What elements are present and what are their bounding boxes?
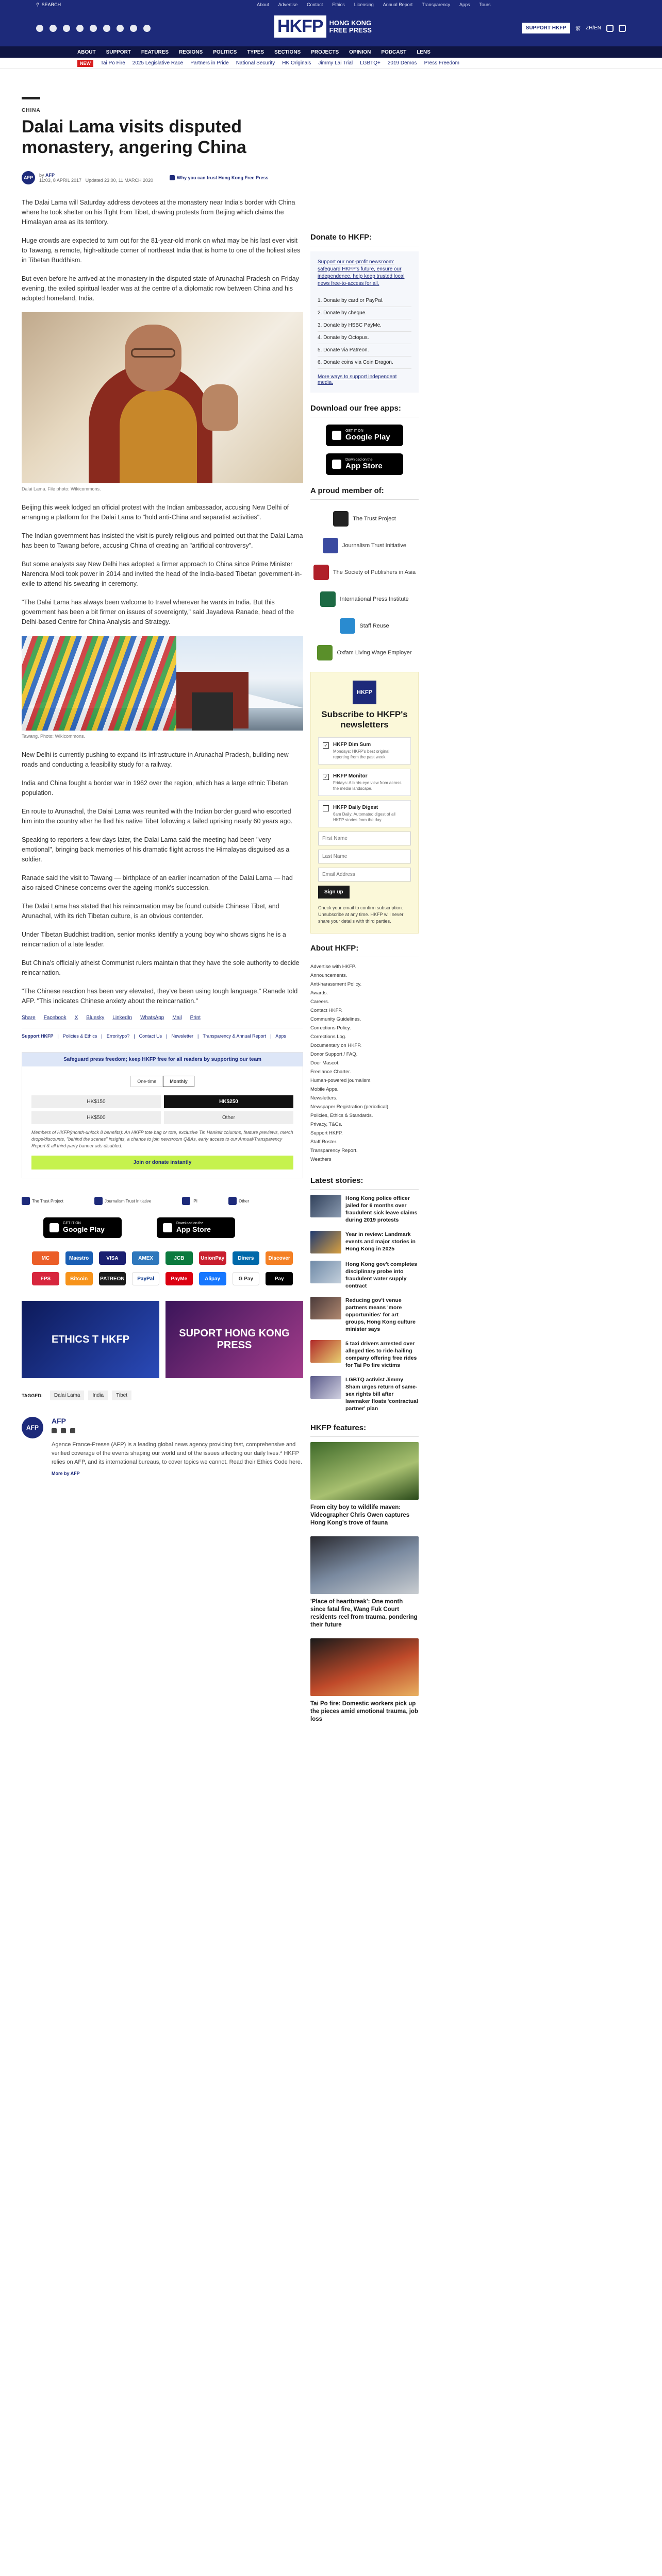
search-icon: ⚲ — [36, 2, 40, 7]
signup-button[interactable]: Sign up — [318, 886, 350, 899]
article-body — [22, 198, 303, 1006]
payment-logo[interactable]: Maestro — [65, 1251, 93, 1265]
about-heading: About HKFP: — [310, 944, 419, 957]
newsletter-option[interactable] — [318, 800, 411, 827]
utility-link[interactable]: Apps — [459, 2, 470, 7]
member-logo[interactable] — [310, 591, 419, 607]
latest-story[interactable] — [310, 1376, 419, 1412]
option-name: HKFP Monitor — [333, 773, 368, 779]
feature-image — [310, 1536, 419, 1594]
about-link[interactable]: Human-powered journalism. — [310, 1078, 372, 1083]
feature-story[interactable] — [310, 1638, 419, 1723]
user-icon[interactable] — [619, 25, 626, 32]
share-mail[interactable]: Mail — [172, 1015, 182, 1021]
kicker-line — [22, 97, 40, 99]
paragraph: But even before he arrived at the monastery in the disputed state of Arunachal Pradesh on Friday evening, the exiled spiritual leader was at the centre of a diplomatic row between China and his adopted homeland, India. — [22, 275, 299, 302]
checkbox-checked-icon[interactable]: ✓ — [323, 774, 329, 780]
jti-icon — [323, 538, 338, 553]
story-title: Year in review: Landmark events and major stories in Hong Kong in 2025 — [345, 1231, 416, 1252]
share-facebook[interactable]: Facebook — [43, 1015, 67, 1021]
option-desc: 6am Daily: Automated digest of all HKFP stories from the day. — [333, 812, 395, 822]
logo-line-1: HONG KONG — [329, 19, 372, 27]
donate-way[interactable]: 5. Donate via Patreon. — [318, 344, 411, 357]
nav-item-opinion[interactable]: OPINION — [349, 49, 371, 55]
badge-icon — [22, 1197, 30, 1205]
utility-link[interactable]: Advertise — [278, 2, 298, 7]
about-link[interactable]: Careers. — [310, 999, 329, 1005]
sidebar — [310, 233, 419, 1733]
monthly-tab[interactable]: Monthly — [163, 1076, 194, 1087]
apple-icon — [163, 1223, 172, 1232]
checkbox-checked-icon[interactable]: ✓ — [323, 742, 329, 749]
main-nav — [0, 46, 662, 58]
payment-logo[interactable]: UnionPay — [199, 1251, 226, 1265]
tag[interactable]: Dalai Lama — [50, 1391, 85, 1400]
latest-heading: Latest stories: — [310, 1176, 419, 1190]
google-play-icon — [49, 1223, 59, 1232]
article-title: Dalai Lama visits disputed monastery, angering China — [22, 117, 246, 157]
tags-label: TAGGED: — [22, 1393, 43, 1398]
photo-shape — [120, 389, 197, 483]
store-small: Download on the — [345, 457, 373, 462]
about-link[interactable]: Documentary on HKFP. — [310, 1043, 362, 1048]
author-box — [22, 1417, 303, 1476]
trending-link[interactable]: Tai Po Fire — [101, 60, 125, 66]
member-logo[interactable] — [310, 565, 419, 580]
cart-icon[interactable] — [606, 25, 614, 32]
trust-badge[interactable] — [94, 1197, 151, 1205]
bluesky-icon[interactable] — [103, 25, 110, 32]
about-link[interactable]: Awards. — [310, 990, 328, 996]
x-icon[interactable] — [49, 25, 57, 32]
amount-option[interactable]: Other — [164, 1111, 293, 1124]
donate-ways — [310, 251, 419, 393]
photo-shape — [202, 384, 238, 431]
store-small: GET IT ON — [63, 1221, 81, 1225]
paragraph: Beijing this week lodged an official protest with the Indian ambassador, accusing New Delhi of arranging a platform for the Dalai Lama to "hold anti-China and separatist activities". — [22, 504, 289, 521]
author-social — [52, 1428, 303, 1433]
author-box-name[interactable]: AFP — [52, 1417, 66, 1425]
trending-link[interactable]: HK Originals — [282, 60, 311, 66]
member-label: Staff Reuse — [359, 623, 389, 629]
about-link[interactable]: Transparency Report. — [310, 1148, 358, 1154]
action-link[interactable]: Contact Us — [139, 1033, 162, 1039]
rss-icon[interactable] — [143, 25, 151, 32]
payment-methods — [22, 1251, 303, 1285]
paragraph: The Dalai Lama will Saturday address devotees at the monastery near India's border with China where he took shelter on his flight from Tibet, drawing protests from Beijing which claims the Himalayan area as its territory. — [22, 199, 295, 226]
share-x[interactable]: X — [74, 1015, 78, 1021]
google-play-icon — [332, 431, 341, 440]
feature-story[interactable] — [310, 1536, 419, 1629]
tag[interactable]: Tibet — [112, 1391, 131, 1400]
nav-item-features[interactable]: FEATURES — [141, 49, 169, 55]
badge-label: Other — [238, 1198, 249, 1204]
trust-badges — [22, 1197, 303, 1205]
ethics-banner[interactable]: ETHICS T HKFP — [22, 1301, 159, 1378]
latest-story[interactable] — [310, 1340, 419, 1369]
action-link[interactable]: Error/typo? — [106, 1033, 130, 1039]
donate-header: Safeguard press freedom; keep HKFP free for all readers by supporting our team — [22, 1053, 303, 1066]
trust-link[interactable] — [170, 175, 269, 181]
action-link[interactable]: Transparency & Annual Report — [203, 1033, 267, 1039]
badge-label: The Trust Project — [32, 1198, 63, 1204]
newsletter-title: Subscribe to HKFP's newsletters — [321, 709, 408, 730]
app-store-button[interactable] — [157, 1217, 235, 1238]
feature-title: 'Place of heartbreak': One month since fatal fire, Wang Fuk Court residents reel from trauma, pondering their future — [310, 1599, 418, 1628]
story-title: LGBTQ activist Jimmy Sham urges return of same-sex rights bill after lawmaker floats 'contractual partner' plan — [345, 1377, 418, 1412]
option-name: HKFP Dim Sum — [333, 742, 371, 748]
donate-way[interactable]: 4. Donate by Octopus. — [318, 332, 411, 344]
newsletter-signup — [310, 672, 419, 934]
about-link[interactable]: Newsletters. — [310, 1095, 338, 1101]
language-switch[interactable]: 繁 — [575, 26, 581, 32]
donate-way[interactable]: 1. Donate by card or PayPal. — [318, 295, 411, 307]
feature-story[interactable] — [310, 1442, 419, 1527]
donate-way[interactable]: 3. Donate by HSBC PayMe. — [318, 319, 411, 332]
logo-line-2: FREE PRESS — [329, 26, 372, 34]
trending-link[interactable]: 2019 Demos — [387, 60, 417, 66]
share-bluesky[interactable]: Bluesky — [86, 1015, 105, 1021]
photo-shape — [125, 325, 181, 392]
author-bio: Agence France-Presse (AFP) is a leading global news agency providing fast, comprehensive and verified coverage of the events shaping our world and of the issues affecting our daily lives.* HKFP relies on AFP, and its international bureaus, to cover topics we cannot. Read their Ethics Code here. — [52, 1442, 302, 1465]
social-links — [36, 25, 151, 32]
app-store-links — [22, 1217, 303, 1238]
store-small: Download on the — [176, 1221, 204, 1225]
more-by-author-link[interactable]: More by AFP — [52, 1471, 80, 1476]
share-label: Share — [22, 1015, 36, 1021]
latest-story[interactable] — [310, 1231, 419, 1253]
donate-lead[interactable]: Support our non-profit newsroom: safeguard HKFP's future, ensure our independence, help keep trusted local news free-to-access for all. — [318, 259, 405, 286]
feature-image — [310, 1442, 419, 1500]
paragraph: Under Tibetan Buddhist tradition, senior monks identify a young boy who shows signs he is a reincarnation of a late leader. — [22, 931, 286, 948]
newsletter-logo: HKFP — [353, 681, 376, 704]
payment-logo[interactable]: PayPal — [132, 1272, 159, 1285]
email-icon[interactable] — [130, 25, 137, 32]
about-link[interactable]: Community Guidelines. — [310, 1016, 361, 1022]
utility-link[interactable]: Annual Report — [383, 2, 413, 7]
newsletter-fineprint: Check your email to confirm subscription. Unsubscribe at any time. HKFP will never share your details with third parties. — [318, 905, 404, 924]
about-link[interactable]: Mobile Apps. — [310, 1087, 339, 1092]
telegram-icon[interactable] — [117, 25, 124, 32]
utility-link[interactable]: Ethics — [332, 2, 345, 7]
action-link[interactable]: Apps — [275, 1033, 286, 1039]
badge-icon — [182, 1197, 190, 1205]
about-links — [310, 962, 419, 1164]
nav-item-lens[interactable]: LENS — [417, 49, 431, 55]
share-linkedin[interactable]: LinkedIn — [112, 1015, 133, 1021]
author-avatar[interactable]: AFP — [22, 171, 35, 184]
logo-text — [329, 20, 372, 34]
photo-shape — [192, 692, 233, 731]
updated-date: Updated 23:00, 11 MARCH 2020 — [85, 178, 154, 183]
story-thumbnail — [310, 1297, 341, 1319]
search-toggle[interactable] — [36, 2, 61, 8]
nav-item-politics[interactable]: POLITICS — [213, 49, 237, 55]
option-name: HKFP Daily Digest — [333, 805, 378, 810]
ipi-icon — [320, 591, 336, 607]
tag[interactable]: India — [88, 1391, 108, 1400]
photo-shape — [22, 636, 176, 731]
payment-logo[interactable]: Pay — [266, 1272, 293, 1285]
store-small: GET IT ON — [345, 429, 363, 433]
story-title: Hong Kong police officer jailed for 6 months over fraudulent sick leave claims during 2019 protests — [345, 1195, 418, 1223]
about-link[interactable]: Corrections Log. — [310, 1034, 346, 1040]
about-link[interactable]: Donor Support / FAQ. — [310, 1052, 358, 1057]
feature-image — [310, 1638, 419, 1696]
story-thumbnail — [310, 1231, 341, 1253]
store-big: Google Play — [63, 1225, 105, 1233]
utility-bar — [0, 0, 662, 9]
badge-icon — [94, 1197, 103, 1205]
latest-story[interactable] — [310, 1195, 419, 1224]
masthead-actions — [522, 23, 626, 33]
dalai-lama-photo — [22, 312, 303, 483]
donate-heading: Donate to HKFP: — [310, 233, 419, 246]
member-logo[interactable] — [310, 538, 419, 553]
trending-link[interactable]: Press Freedom — [424, 60, 459, 66]
newsletter-option[interactable] — [318, 769, 411, 796]
trending-link[interactable]: National Security — [236, 60, 275, 66]
email-input[interactable] — [318, 868, 411, 882]
tawang-photo — [22, 636, 303, 731]
membership-note: Members of HKFP(month-unlock 8 benefits): An HKFP tote bag or tote, exclusive Tin Hankeit columns, feature previews, merch drops/discounts, "behind the scenes" insights, a chance to join newsroom Q&As, early access to our Annual/Transparency Report & all third-party banner ads disabled. — [31, 1130, 293, 1148]
story-thumbnail — [310, 1195, 341, 1217]
story-thumbnail — [310, 1376, 341, 1399]
share-whatsapp[interactable]: WhatsApp — [140, 1015, 164, 1021]
donation-amounts — [31, 1095, 293, 1124]
trending-link[interactable]: LGBTQ+ — [360, 60, 380, 66]
search-label: SEARCH — [41, 2, 61, 7]
nav-item-sections[interactable]: SECTIONS — [274, 49, 301, 55]
trust-badge[interactable] — [22, 1197, 63, 1205]
utility-link[interactable]: Tours — [479, 2, 491, 7]
apps-heading: Download our free apps: — [310, 404, 419, 417]
payment-logo[interactable]: VISA — [99, 1251, 126, 1265]
newsletter-option[interactable] — [318, 737, 411, 765]
badge-label: Journalism Trust Initiative — [104, 1198, 152, 1204]
author-link[interactable]: AFP — [45, 173, 55, 178]
paragraph: "The Chinese reaction has been very elevated, they've been using tough language," Ranade told AFP. "This indicates Chinese anxiety about the reincarnation." — [22, 988, 298, 1005]
member-label: The Society of Publishers in Asia — [333, 569, 416, 575]
story-title: Hong Kong gov't completes disciplinary probe into fraudulent water supply contract — [345, 1261, 417, 1289]
about-link[interactable]: Newspaper Registration (periodical). — [310, 1104, 390, 1110]
nav-item-support[interactable]: SUPPORT — [106, 49, 131, 55]
facebook-icon[interactable] — [61, 1428, 66, 1433]
nav-item-types[interactable]: TYPES — [247, 49, 264, 55]
badge-icon — [228, 1197, 237, 1205]
story-title: 5 taxi drivers arrested over alleged ties to ride-hailing company offering free rides for Tai Po fire victims — [345, 1341, 417, 1368]
paragraph: New Delhi is currently pushing to expand its infrastructure in Arunachal Pradesh, building new roads and conducting a feasibility study for a railway. — [22, 751, 289, 768]
paragraph: But some analysts say New Delhi has adopted a firmer approach to China since Prime Minister Narendra Modi took power in 2014 and invited the head of the India-based Tibetan government-in-exile to attend his swearing-in ceremony. — [22, 561, 302, 587]
site-logo[interactable] — [274, 15, 372, 38]
feature-title: Tai Po fire: Domestic workers pick up the pieces amid emotional trauma, job loss — [310, 1701, 418, 1722]
trust-project-icon — [333, 511, 349, 527]
member-label: The Trust Project — [353, 516, 396, 522]
payment-logo[interactable]: AMEX — [132, 1251, 159, 1265]
trust-icon — [170, 175, 175, 180]
byline-text: by AFP 11:03, 8 APRIL 2017 Updated 23:00, 11 MARCH 2020 — [39, 173, 154, 183]
trending-link[interactable]: Partners in Pride — [190, 60, 229, 66]
share-bar — [22, 1015, 303, 1021]
sidebar-app-store-button[interactable] — [326, 453, 403, 475]
utility-link[interactable]: Transparency — [422, 2, 450, 7]
payment-logo[interactable]: JCB — [166, 1251, 193, 1265]
sopa-icon — [313, 565, 329, 580]
latest-story[interactable] — [310, 1297, 419, 1333]
language-switch-en[interactable]: ZH/EN — [586, 25, 601, 31]
about-link[interactable]: Announcements. — [310, 973, 347, 978]
article-actions: Support HKFP | Policies & Ethics | Error/typo? | Contact Us | Newsletter | Transparency & Annual Report | Apps — [22, 1028, 303, 1039]
action-link[interactable]: Support HKFP — [22, 1033, 54, 1039]
trust-label: Why you can trust Hong Kong Free Press — [177, 175, 269, 180]
oxfam-icon — [317, 645, 333, 660]
payment-logo[interactable]: FPS — [32, 1272, 59, 1285]
donate-way[interactable]: 6. Donate coins via Coin Dragon. — [318, 357, 411, 369]
action-link[interactable]: Newsletter — [171, 1033, 193, 1039]
promo-banners — [22, 1301, 303, 1378]
youtube-icon[interactable] — [90, 25, 97, 32]
paragraph: Ranade said the visit to Tawang — birthplace of an earlier incarnation of the Dalai Lama — had also raised Chinese concerns over the ageing monk's succession. — [22, 874, 293, 891]
about-link[interactable]: Advertise with HKFP. — [310, 964, 356, 970]
utility-links — [257, 2, 490, 7]
donate-widget — [22, 1052, 303, 1178]
paragraph: En route to Arunachal, the Dalai Lama was reunited with the Indian border guard who escorted him into the country after he fled his native Tibet following a failed uprising nearly 60 years ago. — [22, 808, 293, 825]
amount-option[interactable]: HK$250 — [164, 1095, 293, 1108]
article-category[interactable]: CHINA — [22, 108, 41, 113]
member-logo[interactable] — [310, 511, 419, 527]
member-label: Oxfam Living Wage Employer — [337, 650, 412, 656]
one-time-tab[interactable]: One-time — [130, 1076, 163, 1087]
author-box-avatar[interactable]: AFP — [22, 1417, 43, 1438]
article — [22, 97, 303, 1476]
paragraph: India and China fought a border war in 1962 over the region, which has a large ethnic Tibetan population. — [22, 779, 288, 796]
nav-item-podcast[interactable]: PODCAST — [381, 49, 407, 55]
staff-reuse-icon — [340, 618, 355, 634]
about-link[interactable]: Policies, Ethics & Standards. — [310, 1113, 373, 1118]
about-link[interactable]: Freelance Charter. — [310, 1069, 351, 1075]
donate-way[interactable]: 2. Donate by cheque. — [318, 307, 411, 319]
google-play-button[interactable] — [43, 1217, 122, 1238]
payment-logo[interactable]: PATREON — [99, 1272, 126, 1285]
paragraph: Huge crowds are expected to turn out for the 81-year-old monk on what may be his last ever visit to Tawang, a remote, high-altitude corner of northeast India that is home to one of the holiest sites in Tibetan Buddhism. — [22, 237, 301, 264]
trust-badge[interactable] — [182, 1197, 197, 1205]
logo-mark: HKFP — [274, 15, 326, 38]
sidebar-google-play-button[interactable] — [326, 425, 403, 446]
about-link[interactable]: Doer Mascot. — [310, 1060, 340, 1066]
payment-logo[interactable]: Bitcoin — [65, 1272, 93, 1285]
payment-logo[interactable]: G Pay — [233, 1272, 260, 1285]
payment-logo[interactable]: Discover — [266, 1251, 293, 1265]
more-ways-link[interactable]: More ways to support independent media. — [318, 374, 397, 385]
payment-logo[interactable]: Alipay — [199, 1272, 226, 1285]
member-heading: A proud member of: — [310, 486, 419, 500]
member-label: International Press Institute — [340, 596, 409, 602]
paragraph: But China's officially atheist Communist rulers maintain that they have the sole authority to decide reincarnation. — [22, 959, 300, 976]
about-link[interactable]: Weathers — [310, 1157, 332, 1162]
feature-title: From city boy to wildlife maven: Videographer Chris Owen captures Hong Kong's trove of fauna — [310, 1504, 410, 1526]
byline — [22, 171, 303, 184]
checkbox-icon[interactable] — [323, 805, 329, 811]
publish-date: 11:03, 8 APRIL 2017 — [39, 178, 82, 183]
about-link[interactable]: Staff Roster. — [310, 1139, 338, 1145]
trending-bar — [0, 58, 662, 69]
member-logo[interactable] — [310, 618, 419, 634]
member-label: Journalism Trust Initiative — [342, 543, 407, 549]
instagram-icon[interactable] — [63, 25, 70, 32]
about-link[interactable]: Contact HKFP. — [310, 1008, 343, 1013]
about-link[interactable]: Corrections Policy. — [310, 1025, 351, 1031]
nav-item-regions[interactable]: REGIONS — [179, 49, 203, 55]
nav-item-about[interactable]: ABOUT — [77, 49, 96, 55]
trust-badge[interactable] — [228, 1197, 249, 1205]
store-big: App Store — [176, 1225, 211, 1233]
option-desc: Mondays: HKFP's best original reporting from the past week. — [333, 749, 390, 759]
story-thumbnail — [310, 1261, 341, 1283]
support-banner[interactable]: SUPORT HONG KONG PRESS — [166, 1301, 303, 1378]
paragraph: The Dalai Lama has stated that his reincarnation may be found outside Chinese Tibet, and Arunachal, with its rich Tibetan culture, is an obvious contender. — [22, 903, 279, 920]
apple-icon — [332, 460, 341, 469]
utility-link[interactable]: Contact — [307, 2, 323, 7]
latest-story[interactable] — [310, 1261, 419, 1290]
join-button[interactable]: Join or donate instantly — [31, 1156, 293, 1170]
paragraph: "The Dalai Lama has always been welcome to travel wherever he wants in India. But this government has been a bit firmer on issues of sovereignty," said Jayadeva Ranade, head of the Delhi-based Centre for China Analysis and Strategy. — [22, 599, 294, 625]
action-link[interactable]: Policies & Ethics — [62, 1033, 97, 1039]
trending-link[interactable]: Jimmy Lai Trial — [318, 60, 353, 66]
last-name-input[interactable] — [318, 850, 411, 863]
paragraph: The Indian government has insisted the visit is purely religious and pointed out that the Dalai Lama has been to Tawang before, accusing China of creating an "artificial controversy". — [22, 532, 303, 549]
store-big: App Store — [345, 461, 383, 470]
member-logo[interactable] — [310, 645, 419, 660]
x-icon[interactable] — [70, 1428, 75, 1433]
nav-item-projects[interactable]: PROJECTS — [311, 49, 339, 55]
support-hkfp-button[interactable]: SUPPORT HKFP — [522, 23, 570, 33]
utility-link[interactable]: About — [257, 2, 269, 7]
about-link[interactable]: Privacy, T&Cs. — [310, 1122, 342, 1127]
story-title: Reducing gov't venue partners means 'more opportunities' for art groups, Hong Kong culture minister says — [345, 1297, 416, 1332]
payment-logo[interactable]: PayMe — [166, 1272, 193, 1285]
payment-logo[interactable]: MC — [32, 1251, 59, 1265]
threads-icon[interactable] — [76, 25, 84, 32]
globe-icon[interactable] — [52, 1428, 57, 1433]
photo-shape — [131, 348, 175, 358]
paragraph: Speaking to reporters a few days later, the Dalai Lama said the meeting had been "very emotional", bringing back memories of his dramatic flight across the Himalayas disguised as a soldier. — [22, 836, 290, 863]
amount-option[interactable]: HK$500 — [31, 1111, 161, 1124]
amount-option[interactable]: HK$150 — [31, 1095, 161, 1108]
badge-label: IPI — [192, 1198, 197, 1204]
share-print[interactable]: Print — [190, 1015, 201, 1021]
store-big: Google Play — [345, 432, 390, 442]
option-desc: Fridays: A birds-eye view from across the media landscape. — [333, 781, 402, 791]
new-badge: NEW — [77, 60, 93, 67]
about-link[interactable]: Support HKFP. — [310, 1130, 343, 1136]
photo-caption: Tawang. Photo: Wikicommons. — [22, 734, 86, 739]
photo-caption: Dalai Lama. File photo: Wikicommons. — [22, 486, 101, 492]
trending-link[interactable]: 2025 Legislative Race — [132, 60, 184, 66]
about-link[interactable]: Anti-harassment Policy. — [310, 981, 362, 987]
story-thumbnail — [310, 1340, 341, 1363]
first-name-input[interactable] — [318, 832, 411, 845]
article-tags — [22, 1391, 303, 1400]
masthead — [0, 9, 662, 46]
features-heading: HKFP features: — [310, 1423, 419, 1437]
facebook-icon[interactable] — [36, 25, 43, 32]
utility-link[interactable]: Licensing — [354, 2, 374, 7]
payment-logo[interactable]: Diners — [233, 1251, 260, 1265]
donation-frequency — [31, 1076, 293, 1087]
